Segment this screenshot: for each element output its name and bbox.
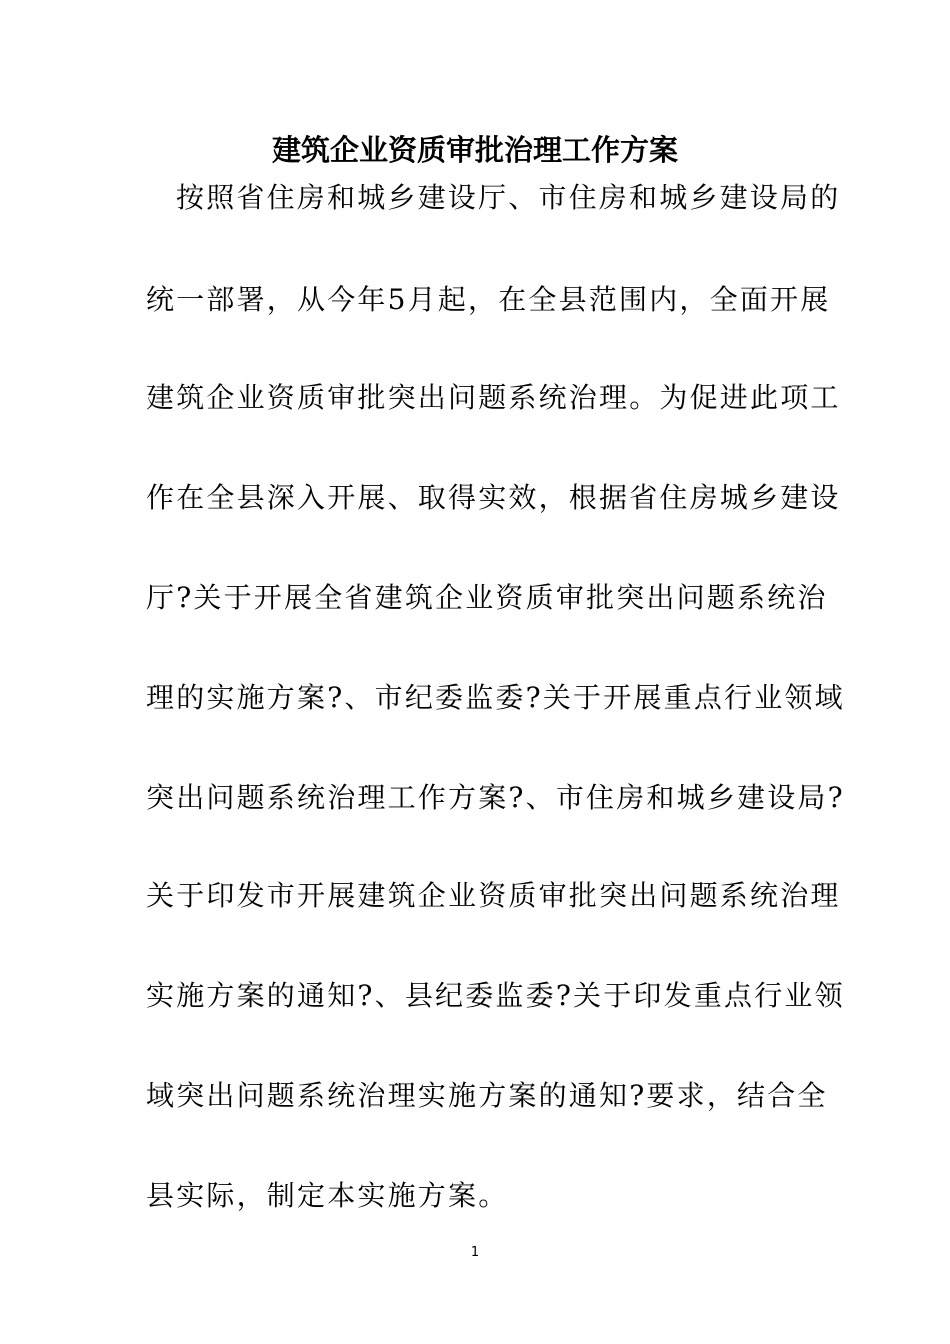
body-line-9: 实施方案的通知?、县纪委监委?关于印发重点行业领 (146, 979, 845, 1012)
body-line-4: 作在全县深入开展、取得实效，根据省住房城乡建设 (146, 481, 841, 514)
body-line-7: 突出问题系统治理工作方案?、市住房和城乡建设局? (146, 781, 845, 814)
body-line-3: 建筑企业资质审批突出问题系统治理。为促进此项工 (146, 381, 841, 414)
body-line-10: 域突出问题系统治理实施方案的通知?要求，结合全 (146, 1079, 828, 1112)
body-line-5: 厅?关于开展全省建筑企业资质审批突出问题系统治 (146, 581, 828, 614)
body-line-6: 理的实施方案?、市纪委监委?关于开展重点行业领域 (146, 681, 845, 714)
body-line-1: 按照省住房和城乡建设厅、市住房和城乡建设局的 (176, 181, 841, 214)
body-line-11: 县实际，制定本实施方案。 (146, 1179, 509, 1212)
body-line-2: 统一部署，从今年5月起，在全县范围内，全面开展 (146, 283, 831, 316)
document-title: 建筑企业资质审批治理工作方案 (271, 133, 678, 167)
page-number: 1 (470, 1245, 480, 1260)
body-line-8: 关于印发市开展建筑企业资质审批突出问题系统治理 (146, 879, 841, 912)
